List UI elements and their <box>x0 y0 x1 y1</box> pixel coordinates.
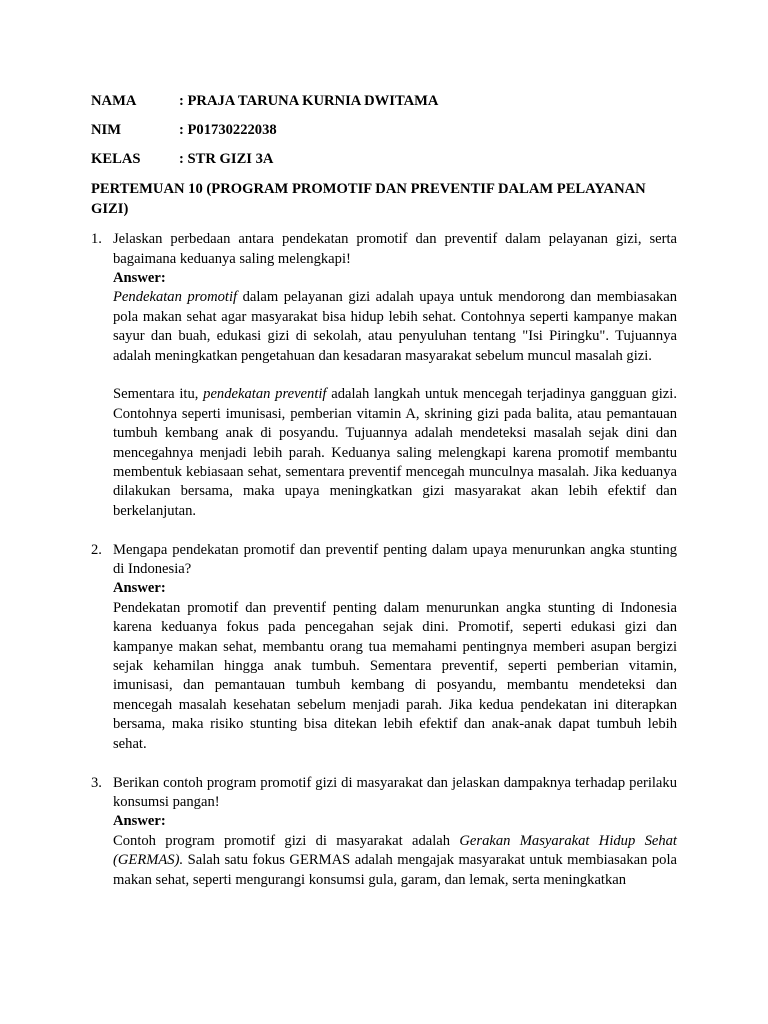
nim-row <box>91 121 677 140</box>
nama-label: NAMA <box>91 93 137 109</box>
question-text: Mengapa pendekatan promotif dan preventif penting dalam upaya menurunkan angka stunting di Indonesia? <box>113 541 677 578</box>
answer-label: Answer: <box>113 813 166 830</box>
question-number: 2. <box>91 541 102 558</box>
kelas-label: KELAS <box>91 150 141 167</box>
kelas-value: : STR GIZI 3A <box>179 150 274 167</box>
question-number: 3. <box>91 774 102 791</box>
answer-paragraph: Pendekatan promotif dan preventif penting dalam menurunkan angka stunting di Indonesia karena keduanya fokus pada pencegahan sejak dini. Promotif, seperti edukasi gizi dan kampanye makan sehat, membantu orang tua memahami pentingnya memberi asupan bergizi sejak kehamilan hingga anak tumbuh. Sementara preventif, seperti pemberian vitamin, imunisasi, dan pemantauan tumbuh kembang di posyandu, membantu mendeteksi dan mencegah masalah kesehatan sebelum menjadi parah. Jika kedua pendekatan ini diterapkan bersama, maka risiko stunting bisa ditekan lebih efektif dan anak-anak dapat tumbuh lebih sehat. <box>113 599 677 752</box>
answer-paragraph: Sementara itu, pendekatan preventif adalah langkah untuk mencegah terjadinya gangguan gizi. Contohnya seperti imunisasi, pemberian vitamin A, skrining gizi pada balita, atau pemantauan tumbuh kembang anak di posyandu. Tujuannya adalah mendeteksi masalah sejak dini dan mencegahnya menjadi lebih parah. Keduanya saling melengkapi karena promotif membantu membentuk kebiasaan sehat, sementara preventif mencegah munculnya masalah. Jika keduanya dilakukan bersama, maka upaya meningkatkan gizi masyarakat akan lebih efektif dan berkelanjutan. <box>113 386 677 519</box>
answer-paragraph: Pendekatan promotif dalam pelayanan gizi adalah upaya untuk mendorong dan membiasakan pola makan sehat agar masyarakat bisa hidup lebih sehat. Contohnya seperti kampanye makan sayur dan buah, edukasi gizi di sekolah, atau penyuluhan tentang "Isi Piringku". Tujuannya adalah meningkatkan pengetahuan dan kesadaran masyarakat sebelum muncul masalah gizi. <box>113 289 677 364</box>
emphasis-text: Pendekatan promotif <box>113 289 238 306</box>
answer-label: Answer: <box>113 580 166 597</box>
nim-label: NIM <box>91 121 121 138</box>
question-number: 1. <box>91 231 102 248</box>
question-1 <box>91 230 677 540</box>
answer-label: Answer: <box>113 269 166 286</box>
nama-row <box>91 92 677 111</box>
document <box>91 92 677 890</box>
nama-value: : PRAJA TARUNA KURNIA DWITAMA <box>179 93 439 109</box>
nim-value: : P01730222038 <box>179 121 277 138</box>
emphasis-text: Gerakan Masyarakat Hidup Sehat (GERMAS). <box>113 832 677 869</box>
answer-paragraph: Contoh program promotif gizi di masyarakat adalah Gerakan Masyarakat Hidup Sehat (GERMAS). Salah satu fokus GERMAS adalah mengajak masyarakat untuk membiasakan pola makan sehat, seperti mengurangi konsumsi gula, garam, dan lemak, serta meningkatkan <box>113 832 677 888</box>
question-2 <box>91 541 677 774</box>
question-text: Jelaskan perbedaan antara pendekatan promotif dan preventif dalam pelayanan gizi, serta bagaimana keduanya saling melengkapi! <box>113 231 677 267</box>
kelas-row <box>91 150 677 169</box>
question-3 <box>91 774 677 890</box>
document-title: PERTEMUAN 10 (PROGRAM PROMOTIF DAN PREVENTIF DALAM PELAYANAN GIZI) <box>91 181 646 217</box>
emphasis-text: pendekatan preventif <box>203 386 327 403</box>
question-text: Berikan contoh program promotif gizi di masyarakat dan jelaskan dampaknya terhadap perilaku konsumsi pangan! <box>113 774 677 810</box>
